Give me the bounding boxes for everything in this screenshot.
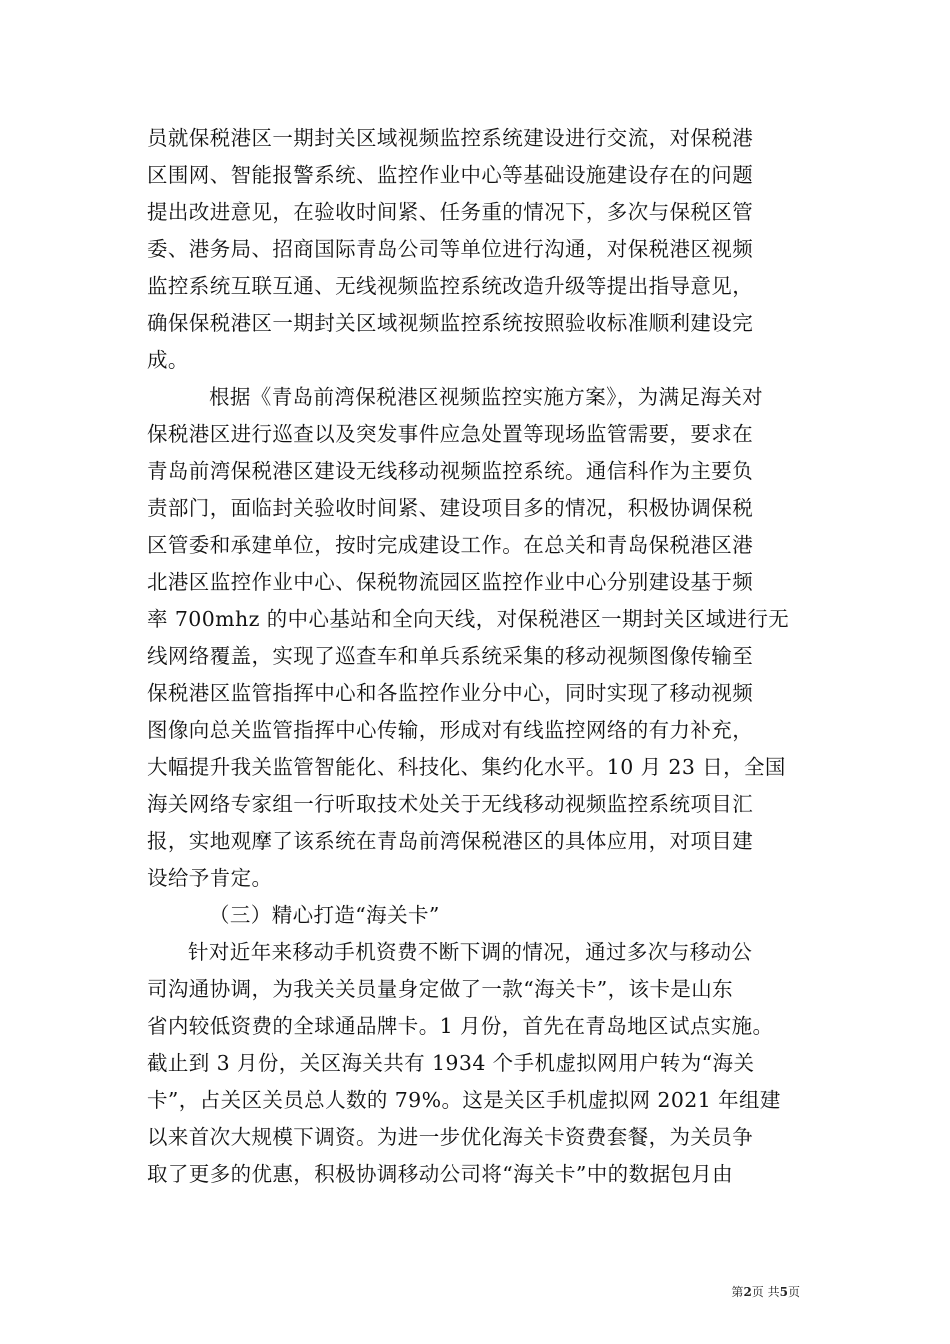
text-line: 成。 <box>147 348 189 372</box>
text-line: 提出改进意见，在验收时间紧、任务重的情况下，多次与保税区管 <box>147 200 754 224</box>
text-line: 取了更多的优惠，积极协调移动公司将“海关卡”中的数据包月由 <box>147 1162 734 1186</box>
text-line: 确保保税港区一期封关区域视频监控系统按照验收标准顺利建设完 <box>147 311 754 335</box>
document-body <box>147 120 815 1193</box>
text-line: 北港区监控作业中心、保税物流园区监控作业中心分别建设基于频 <box>147 570 754 594</box>
text-line: 保税港区监管指挥中心和各监控作业分中心，同时实现了移动视频 <box>147 681 754 705</box>
page-label-suffix: 页 <box>787 1285 800 1299</box>
text-line: 员就保税港区一期封关区域视频监控系统建设进行交流，对保税港 <box>147 126 754 150</box>
text-line: 委、港务局、招商国际青岛公司等单位进行沟通，对保税港区视频 <box>147 237 754 261</box>
text-line: 海关网络专家组一行听取技术处关于无线移动视频监控系统项目汇 <box>147 792 754 816</box>
text-line: 设给予肯定。 <box>147 866 273 890</box>
text-line: 区围网、智能报警系统、监控作业中心等基础设施建设存在的问题 <box>147 163 754 187</box>
text-line: 图像向总关监管指挥中心传输，形成对有线监控网络的有力补充， <box>147 718 754 742</box>
page-label-middle: 页 共 <box>751 1285 780 1299</box>
text-line: 大幅提升我关监管智能化、科技化、集约化水平。10 月 23 日，全国 <box>147 755 786 779</box>
text-line: 司沟通协调，为我关关员量身定做了一款“海关卡”，该卡是山东 <box>147 977 734 1001</box>
page-label-prefix: 第 <box>731 1285 744 1299</box>
text-line: 针对近年来移动手机资费不断下调的情况，通过多次与移动公 <box>188 940 753 964</box>
section-heading: （三）精心打造“海关卡” <box>209 903 440 927</box>
text-line: 截止到 3 月份，关区海关共有 1934 个手机虚拟网用户转为“海关 <box>147 1051 755 1075</box>
text-line: 责部门，面临封关验收时间紧、建设项目多的情况，积极协调保税 <box>147 496 754 520</box>
text-line: 监控系统互联互通、无线视频监控系统改造升级等提出指导意见， <box>147 274 754 298</box>
text-line: 以来首次大规模下调资。为进一步优化海关卡资费套餐，为关员争 <box>147 1125 754 1149</box>
paragraph-3 <box>147 934 815 1193</box>
paragraph-2 <box>147 379 815 897</box>
text-line: 保税港区进行巡查以及突发事件应急处置等现场监管需要，要求在 <box>147 422 754 446</box>
text-line: 青岛前湾保税港区建设无线移动视频监控系统。通信科作为主要负 <box>147 459 754 483</box>
text-line: 线网络覆盖，实现了巡查车和单兵系统采集的移动视频图像传输至 <box>147 644 754 668</box>
text-line: 率 700mhz 的中心基站和全向天线，对保税港区一期封关区域进行无 <box>147 607 790 631</box>
text-line: 根据《青岛前湾保税港区视频监控实施方案》，为满足海关对 <box>209 385 764 409</box>
page-number-footer <box>731 1284 800 1300</box>
text-line: 省内较低资费的全球通品牌卡。1 月份，首先在青岛地区试点实施。 <box>147 1014 774 1038</box>
current-page-number: 2 <box>743 1285 752 1299</box>
total-page-count: 5 <box>779 1285 788 1299</box>
text-line: 报，实地观摩了该系统在青岛前湾保税港区的具体应用，对项目建 <box>147 829 754 853</box>
text-line: 卡”，占关区关员总人数的 79%。这是关区手机虚拟网 2021 年组建 <box>147 1088 781 1112</box>
text-line: 区管委和承建单位，按时完成建设工作。在总关和青岛保税港区港 <box>147 533 754 557</box>
paragraph-1 <box>147 120 815 379</box>
